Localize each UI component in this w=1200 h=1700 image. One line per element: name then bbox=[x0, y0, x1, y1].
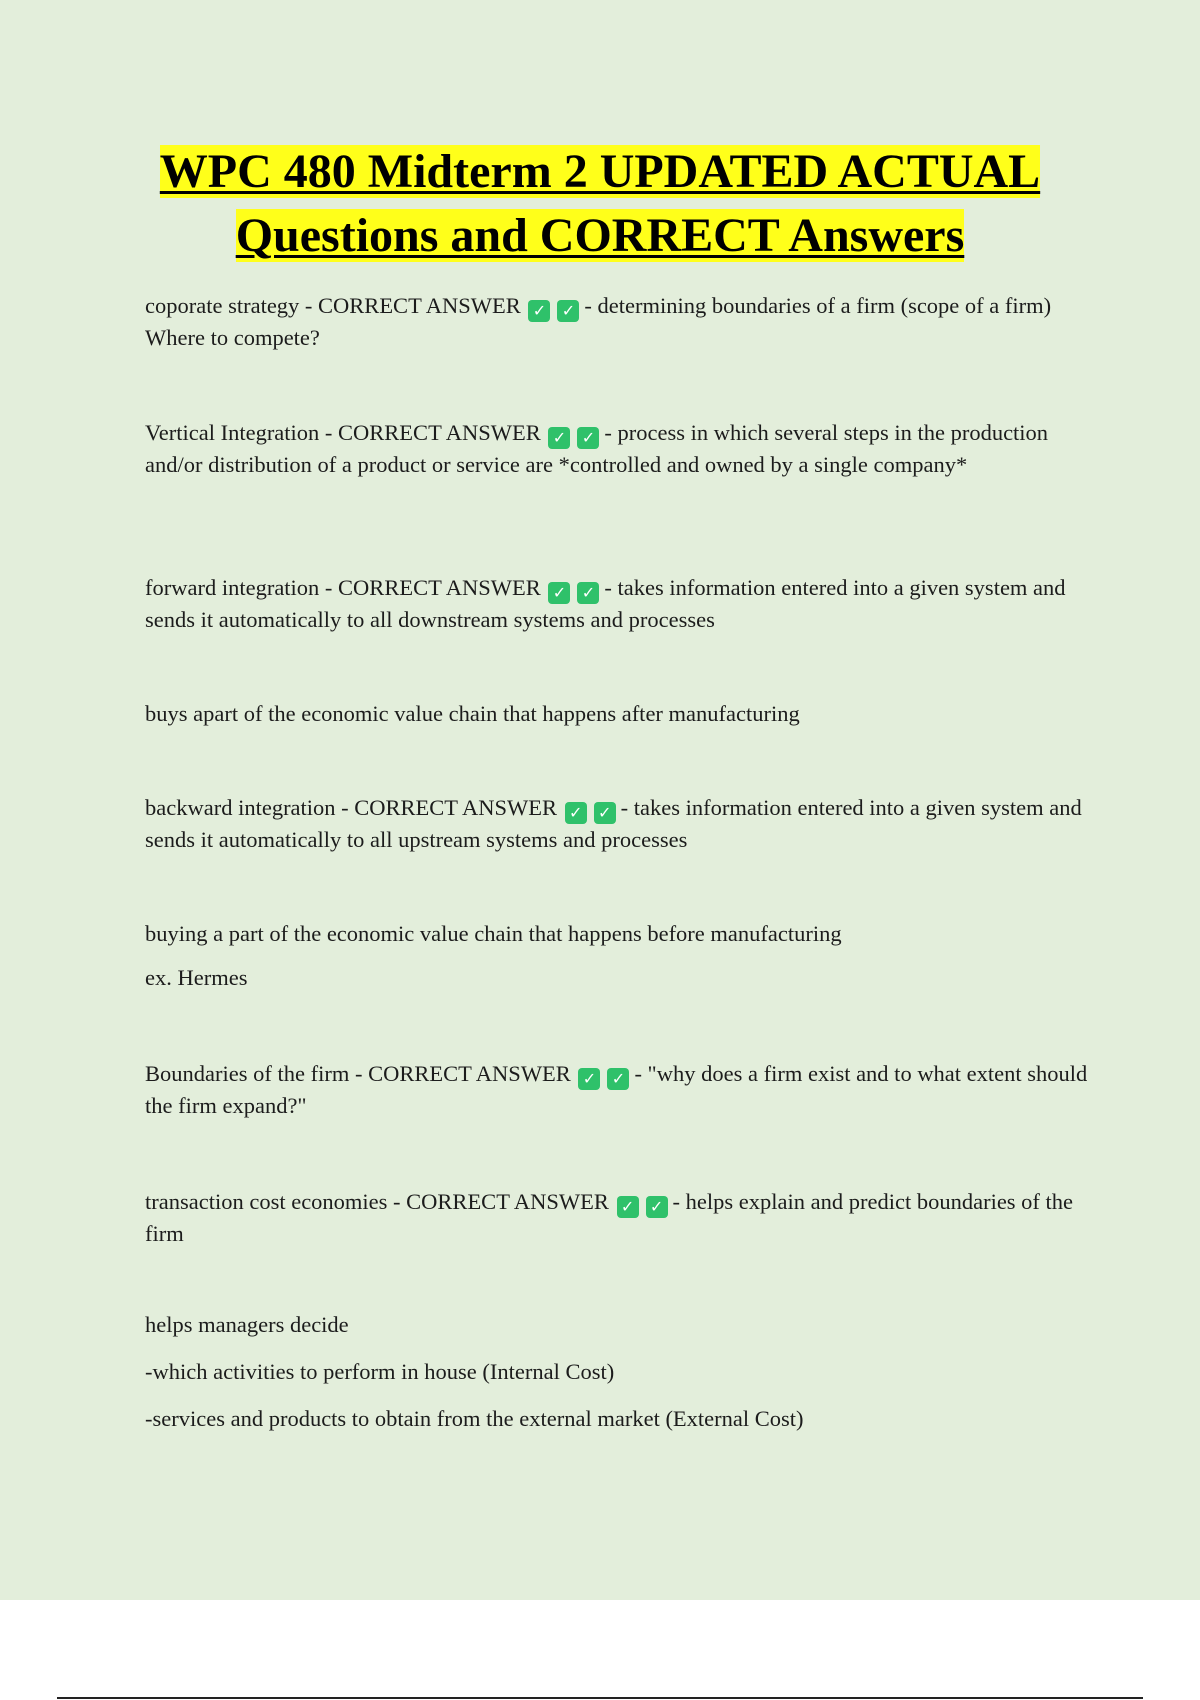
green-checkmark-icon: ✓ bbox=[617, 1196, 639, 1218]
note-line: helps managers decide bbox=[145, 1312, 349, 1337]
title-line-2: Questions and CORRECT Answers bbox=[235, 209, 965, 262]
green-checkmark-icon: ✓ bbox=[594, 802, 616, 824]
note-line: -which activities to perform in house (Internal Cost) bbox=[145, 1359, 615, 1384]
green-checkmark-icon: ✓ bbox=[557, 300, 579, 322]
green-checkmark-icon: ✓ bbox=[646, 1196, 668, 1218]
note-line: buying a part of the economic value chain that happens before manufacturing bbox=[145, 921, 842, 946]
green-checkmark-icon: ✓ bbox=[577, 582, 599, 604]
qa-entry bbox=[145, 572, 1090, 635]
note-line: -services and products to obtain from the external market (External Cost) bbox=[145, 1406, 804, 1431]
entry-term: backward integration - CORRECT ANSWER bbox=[145, 795, 558, 820]
entry-term: coporate strategy - CORRECT ANSWER bbox=[145, 293, 521, 318]
green-checkmark-icon: ✓ bbox=[578, 1068, 600, 1090]
green-checkmark-icon: ✓ bbox=[548, 427, 570, 449]
green-checkmark-icon: ✓ bbox=[528, 300, 550, 322]
entry-definition: - takes information entered into a given system and sends it automatically to all upstream systems and processes bbox=[145, 795, 1082, 852]
entry-definition: - takes information entered into a given system and sends it automatically to all downstream systems and processes bbox=[145, 575, 1066, 632]
title-line-1: WPC 480 Midterm 2 UPDATED ACTUAL bbox=[159, 145, 1041, 198]
green-checkmark-icon: ✓ bbox=[607, 1068, 629, 1090]
qa-entry bbox=[145, 792, 1090, 855]
green-checkmark-icon: ✓ bbox=[565, 802, 587, 824]
entry-term: Boundaries of the firm - CORRECT ANSWER bbox=[145, 1061, 571, 1086]
qa-entry bbox=[145, 1186, 1090, 1249]
entry-term: Vertical Integration - CORRECT ANSWER bbox=[145, 420, 541, 445]
qa-entry bbox=[145, 290, 1090, 353]
entry-definition: - determining boundaries of a firm (scope of a firm) Where to compete? bbox=[145, 293, 1052, 350]
qa-entry bbox=[145, 1058, 1090, 1121]
note-line: ex. Hermes bbox=[145, 965, 248, 990]
footer-divider bbox=[57, 1697, 1143, 1699]
document-title bbox=[0, 140, 1200, 268]
entry-definition: - helps explain and predict boundaries of the firm bbox=[145, 1189, 1074, 1246]
qa-entry bbox=[145, 417, 1090, 480]
entry-term: forward integration - CORRECT ANSWER bbox=[145, 575, 541, 600]
entry-definition: - "why does a firm exist and to what extent should the firm expand?" bbox=[145, 1061, 1088, 1118]
note-line: buys apart of the economic value chain that happens after manufacturing bbox=[145, 701, 800, 726]
entry-definition: - process in which several steps in the production and/or distribution of a product or service are *controlled and owned by a single company* bbox=[145, 420, 1049, 477]
green-checkmark-icon: ✓ bbox=[577, 427, 599, 449]
entry-term: transaction cost economies - CORRECT ANSWER bbox=[145, 1189, 609, 1214]
green-checkmark-icon: ✓ bbox=[548, 582, 570, 604]
